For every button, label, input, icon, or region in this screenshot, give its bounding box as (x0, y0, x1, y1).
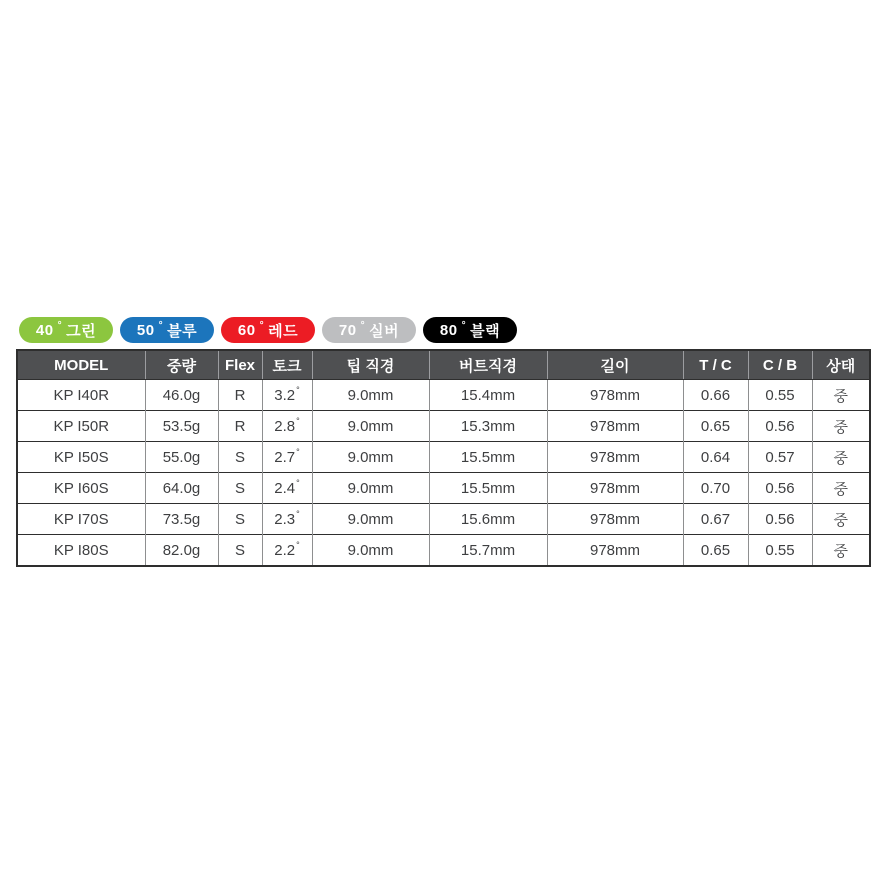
degree-symbol-icon: ° (296, 508, 300, 519)
table-cell: 15.7mm (429, 535, 547, 567)
degree-symbol-icon: ° (461, 320, 467, 331)
table-cell: 978mm (547, 442, 683, 473)
degree-symbol-icon: ° (296, 539, 300, 550)
column-header: 길이 (547, 350, 683, 380)
table-cell: 82.0g (145, 535, 218, 567)
degree-symbol-icon: ° (360, 320, 366, 331)
spec-table (16, 349, 871, 567)
table-cell: 2.4° (262, 473, 312, 504)
pill-degrees: 40 (35, 321, 54, 339)
table-cell: 978mm (547, 411, 683, 442)
table-cell: 0.56 (748, 504, 812, 535)
table-cell: 2.8° (262, 411, 312, 442)
table-cell: 0.57 (748, 442, 812, 473)
degree-symbol-icon: ° (296, 446, 300, 457)
table-row (17, 380, 870, 411)
table-row (17, 473, 870, 504)
table-cell: 15.5mm (429, 473, 547, 504)
table-cell: 9.0mm (312, 380, 429, 411)
table-cell: 0.56 (748, 411, 812, 442)
legend-pill-blue (120, 317, 214, 343)
table-cell: 0.67 (683, 504, 748, 535)
table-cell: 3.2° (262, 380, 312, 411)
table-cell: S (218, 504, 262, 535)
table-cell: 15.6mm (429, 504, 547, 535)
table-cell: 0.66 (683, 380, 748, 411)
table-cell: 978mm (547, 380, 683, 411)
table-row (17, 535, 870, 567)
table-cell: 0.55 (748, 535, 812, 567)
pill-color-name: 블루 (167, 322, 198, 340)
legend-pill-green (19, 317, 113, 343)
pill-color-name: 블랙 (470, 322, 501, 340)
table-cell: 2.2° (262, 535, 312, 567)
table-cell: 73.5g (145, 504, 218, 535)
table-cell: 0.56 (748, 473, 812, 504)
table-row (17, 504, 870, 535)
pill-degrees: 80 (439, 321, 458, 339)
table-cell: 53.5g (145, 411, 218, 442)
spec-table-body (17, 380, 870, 567)
column-header: 팁 직경 (312, 350, 429, 380)
table-cell: 0.55 (748, 380, 812, 411)
table-cell: 9.0mm (312, 504, 429, 535)
table-cell: KP I50S (17, 442, 145, 473)
legend-pill-black (423, 317, 517, 343)
column-header: T / C (683, 350, 748, 380)
table-cell: R (218, 380, 262, 411)
table-cell: 9.0mm (312, 535, 429, 567)
table-cell: 15.5mm (429, 442, 547, 473)
degree-symbol-icon: ° (259, 320, 265, 331)
degree-color-legend (19, 317, 870, 343)
table-cell: 15.4mm (429, 380, 547, 411)
table-cell: R (218, 411, 262, 442)
table-cell: 15.3mm (429, 411, 547, 442)
pill-color-name: 실버 (369, 322, 400, 340)
degree-symbol-icon: ° (296, 415, 300, 426)
column-header: C / B (748, 350, 812, 380)
table-cell: 0.64 (683, 442, 748, 473)
table-cell: 64.0g (145, 473, 218, 504)
table-cell: S (218, 473, 262, 504)
table-cell: 9.0mm (312, 411, 429, 442)
pill-color-name: 그린 (66, 322, 97, 340)
table-cell: KP I80S (17, 535, 145, 567)
table-cell: KP I40R (17, 380, 145, 411)
pill-degrees: 60 (237, 321, 256, 339)
column-header: 상태 (812, 350, 870, 380)
table-cell: 2.7° (262, 442, 312, 473)
table-cell: 중 (812, 411, 870, 442)
table-cell: 0.70 (683, 473, 748, 504)
table-cell: KP I50R (17, 411, 145, 442)
table-cell: 9.0mm (312, 442, 429, 473)
table-cell: S (218, 442, 262, 473)
legend-pill-red (221, 317, 315, 343)
table-row (17, 411, 870, 442)
column-header: 토크 (262, 350, 312, 380)
header-row (17, 350, 870, 380)
table-cell: 9.0mm (312, 473, 429, 504)
shaft-spec-sheet (16, 317, 870, 567)
column-header: Flex (218, 350, 262, 380)
table-cell: KP I60S (17, 473, 145, 504)
degree-symbol-icon: ° (296, 477, 300, 488)
table-cell: 중 (812, 473, 870, 504)
table-cell: 0.65 (683, 535, 748, 567)
table-cell: 46.0g (145, 380, 218, 411)
table-cell: 978mm (547, 473, 683, 504)
table-cell: 중 (812, 504, 870, 535)
degree-symbol-icon: ° (57, 320, 63, 331)
pill-degrees: 70 (338, 321, 357, 339)
table-cell: 중 (812, 442, 870, 473)
degree-symbol-icon: ° (296, 384, 300, 395)
pill-degrees: 50 (136, 321, 155, 339)
pill-color-name: 레드 (268, 322, 299, 340)
table-cell: 978mm (547, 504, 683, 535)
table-cell: 중 (812, 380, 870, 411)
degree-symbol-icon: ° (158, 320, 164, 331)
column-header: 중량 (145, 350, 218, 380)
table-cell: S (218, 535, 262, 567)
column-header: MODEL (17, 350, 145, 380)
table-cell: 55.0g (145, 442, 218, 473)
table-cell: 중 (812, 535, 870, 567)
table-cell: 978mm (547, 535, 683, 567)
table-row (17, 442, 870, 473)
column-header: 버트직경 (429, 350, 547, 380)
legend-pill-silver (322, 317, 416, 343)
table-cell: 0.65 (683, 411, 748, 442)
table-cell: KP I70S (17, 504, 145, 535)
table-cell: 2.3° (262, 504, 312, 535)
spec-table-header (17, 350, 870, 380)
